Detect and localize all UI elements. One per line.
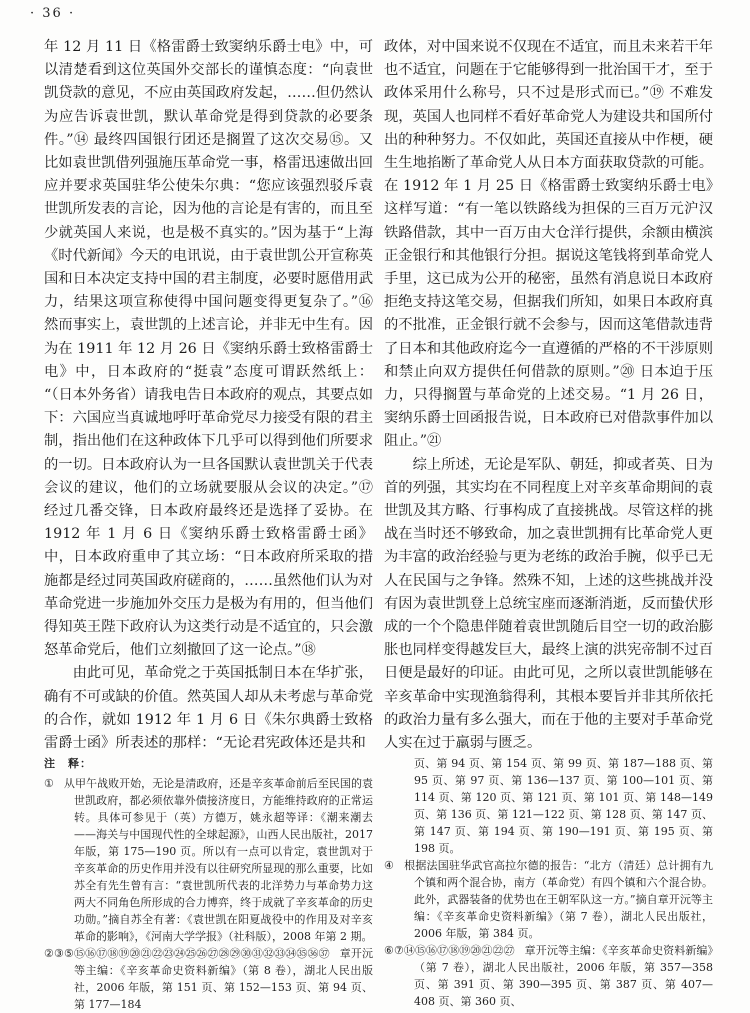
- left-column: [44, 36, 373, 1012]
- footnote-item: [384, 942, 713, 1010]
- body-paragraph: 政体，对中国来说不仅现在不适宜，而且未来若干年也不适宜，问题在于它能够得到一批治国干才，至于政体采用什么称号，只不过是形式而已。”⑲ 不难发现，英国人也同样不看好革命党人为建设共和国所付出的种种努力。不仅如此，英国还直接从中作梗，硬生生地掐断了革命党人从日本方面获取贷款的可能。在 1912 年 1 月 25 日《格雷爵士致窦纳乐爵士电》这样写道：“有一笔以铁路线为担保的三百万元沪汉铁路借款，其中一百万由大仓洋行提供，余额由横滨正金银行和其他银行分担。据说这笔钱将到革命党人手里，这已成为公开的秘密，虽然有消息说日本政府拒绝支持这笔交易，但据我们所知，如果日本政府真的不批准，正金银行就不会参与，因而这笔借款违背了日本和其他政府迄今一直遵循的严格的不干涉原则和禁止向双方提供任何借款的原则。”⑳ 日本迫于压力，只得搁置与革命党的上述交易。“1 月 26 日，窦纳乐爵士回函报告说，日本政府已对借款事件加以阻止。”㉑: [384, 39, 713, 450]
- body-paragraph: 综上所述，无论是军队、朝廷，抑或者英、日为首的列强，其实均在不同程度上对辛亥革命期间的袁世凯及其方略、行事构成了直接挑战。尽管这样的挑战在当时还不够致命，加之袁世凯拥有比革命党人更为丰富的政治经验与更为老练的政治手腕，似乎已无人在民国与之争锋。然殊不知，上述的这些挑战并没有因为袁世凯登上总统宝座而逐渐消逝，反而蛰伏形成的一个个隐患伴随着袁世凯随后目空一切的政治膨胀也同样变得越发巨大，最终上演的洪宪帝制不过百日便是最好的印证。由此可见，之所以袁世凯能够在辛亥革命中实现渔翁得利，其根本要旨并非其所依托的政治力量有多么强大，而在于他的主要对手革命党人实在过于羸弱与匮乏。: [384, 456, 713, 752]
- footnote-marker: ②③⑤⑮⑯⑰⑱⑲⑳㉑㉒㉓㉔㉕㉖㉗㉘㉙㉚㉛㉜㉝㉞㉟㊱㊲: [44, 947, 330, 961]
- footnote-item: [44, 945, 373, 1013]
- footnote-item: [384, 857, 713, 942]
- page-number: · 36 ·: [30, 6, 76, 21]
- footnote-continuation: 页、第 94 页、第 154 页、第 99 页、第 187—188 页、第 95 页、第 97 页、第 136—137 页、第 100—101 页、第 114 页、第 120 页、第 121 页、第 101 页、第 148—149 页、第 136 页、第 121—122 页、第 128 页、第 147 页、第 147 页、第 194 页、第 190—191 页、第 195 页、第 198 页。: [414, 757, 713, 856]
- footnotes-header: 注 释：: [44, 757, 92, 771]
- footnote-marker: ①: [44, 777, 54, 791]
- body-paragraph: 由此可见，革命党之于英国抵制日本在华扩张，确有不可或缺的价值。然英国人却从未考虑与革命党的合作，就如 1912 年 1 月 6 日《朱尔典爵士致格雷爵士函》所表述的那样：“无论君宪政体还是共和: [44, 665, 373, 752]
- right-main-text: [384, 36, 713, 755]
- footnote-text: 章开沅等主编：《辛亥革命史资料新编》（第 8 卷），湖北人民出版社，2006 年版，第 151 页、第 152—153 页、第 94 页、第 177—184: [74, 947, 373, 1012]
- footnotes-right: [384, 755, 713, 1010]
- footnote-marker: ④: [384, 859, 395, 873]
- footnotes-left: [44, 755, 373, 1013]
- footnote-marker: ⑥⑦⑭⑮⑯⑰⑱⑲⑳㉑㉒㉗: [384, 944, 515, 958]
- right-column: [384, 36, 713, 1009]
- footnote-item: [44, 775, 373, 945]
- left-main-text: [44, 36, 373, 755]
- body-paragraph: 年 12 月 11 日《格雷爵士致窦纳乐爵士电》中，可以清楚看到这位英国外交部长的谨慎态度：“向袁世凯贷款的意见，不应由英国政府发起，……但仍然认为应告诉袁世凯，默认革命党是得到贷款的必要条件。”⑭ 最终四国银行团还是搁置了这次交易⑮。又比如袁世凯借列强施压革命党一事，格雷迅速做出回应并要求英国驻华公使朱尔典：“您应该强烈驳斥袁世凯所发表的言论，因为他的言论是有害的，而且至少就英国人来说，也是极不真实的。”因为基于“上海《时代新闻》今天的电讯说，由于袁世凯公开宣称英国和日本决定支持中国的君主制度，必要时愿借用武力，结果这项宣称使得中国问题变得更复杂了。”⑯ 然而事实上，袁世凯的上述言论，并非无中生有。因为在 1911 年 12 月 26 日《窦纳乐爵士致格雷爵士电》中，日本政府的“挺袁”态度可谓跃然纸上：“（日本外务省）请我电告日本政府的观点，其要点如下：六国应当真诚地呼吁革命党尽力接受有限的君主制，指出他们在这种政体下几乎可以得到他们所要求的一切。日本政府认为一旦各国默认袁世凯关于代表会议的建议，他们的立场就要服从会议的决定。”⑰ 经过几番交锋，日本政府最终还是选择了妥协。在 1912 年 1 月 6 日《窦纳乐爵士致格雷爵士函》中，日本政府重申了其立场：“日本政府所采取的措施都是经过同英国政府磋商的，……虽然他们认为对革命党进一步施加外交压力是极为有用的，但当他们得知英王陛下政府认为这类行动是不适宜的，只会激怒革命党后，他们立刻撤回了这一论点。”⑱: [44, 39, 373, 659]
- footnote-text: 从甲午战败开始，无论是清政府，还是辛亥革命前后至民国的袁世凯政府，都必须依靠外债接济度日，方能维持政府的正常运转。具体可参见于（英）方德万，姚永超等译：《潮来潮去——海关与中国现代性的全球起源》，山西人民出版社，2017 年版，第 175—190 页。所以有一点可以肯定，袁世凯对于辛亥革命的历史作用并没有以往研究所显现的那么重要，比如苏全有先生曾有言：“袁世凯所代表的北洋势力与革命势力这两大不同角色所形成的合力博弈，终于成就了辛亥革命的历史功勋。”摘自苏全有著：《袁世凯在阳夏战役中的作用及对辛亥革命的影响》，《河南大学学报》（社科版），2008 年第 2 期。: [63, 777, 373, 944]
- footnote-text: 章开沅等主编：《辛亥革命史资料新编》（第 7 卷），湖北人民出版社，2006 年版，第 357—358 页、第 391 页、第 390—395 页、第 387 页、第 407—408 页、第 360 页、: [414, 944, 713, 1009]
- footnote-text: 根据法国驻华武官高拉尔德的报告：“北方（清廷）总计拥有九个镇和两个混合协，南方（革命党）有四个镇和六个混合协。此外，武器装备的优势也在王朝军队这一方。”摘自章开沅等主编：《辛亥革命史资料新编》（第 7 卷），湖北人民出版社，2006 年版，第 384 页。: [404, 859, 713, 941]
